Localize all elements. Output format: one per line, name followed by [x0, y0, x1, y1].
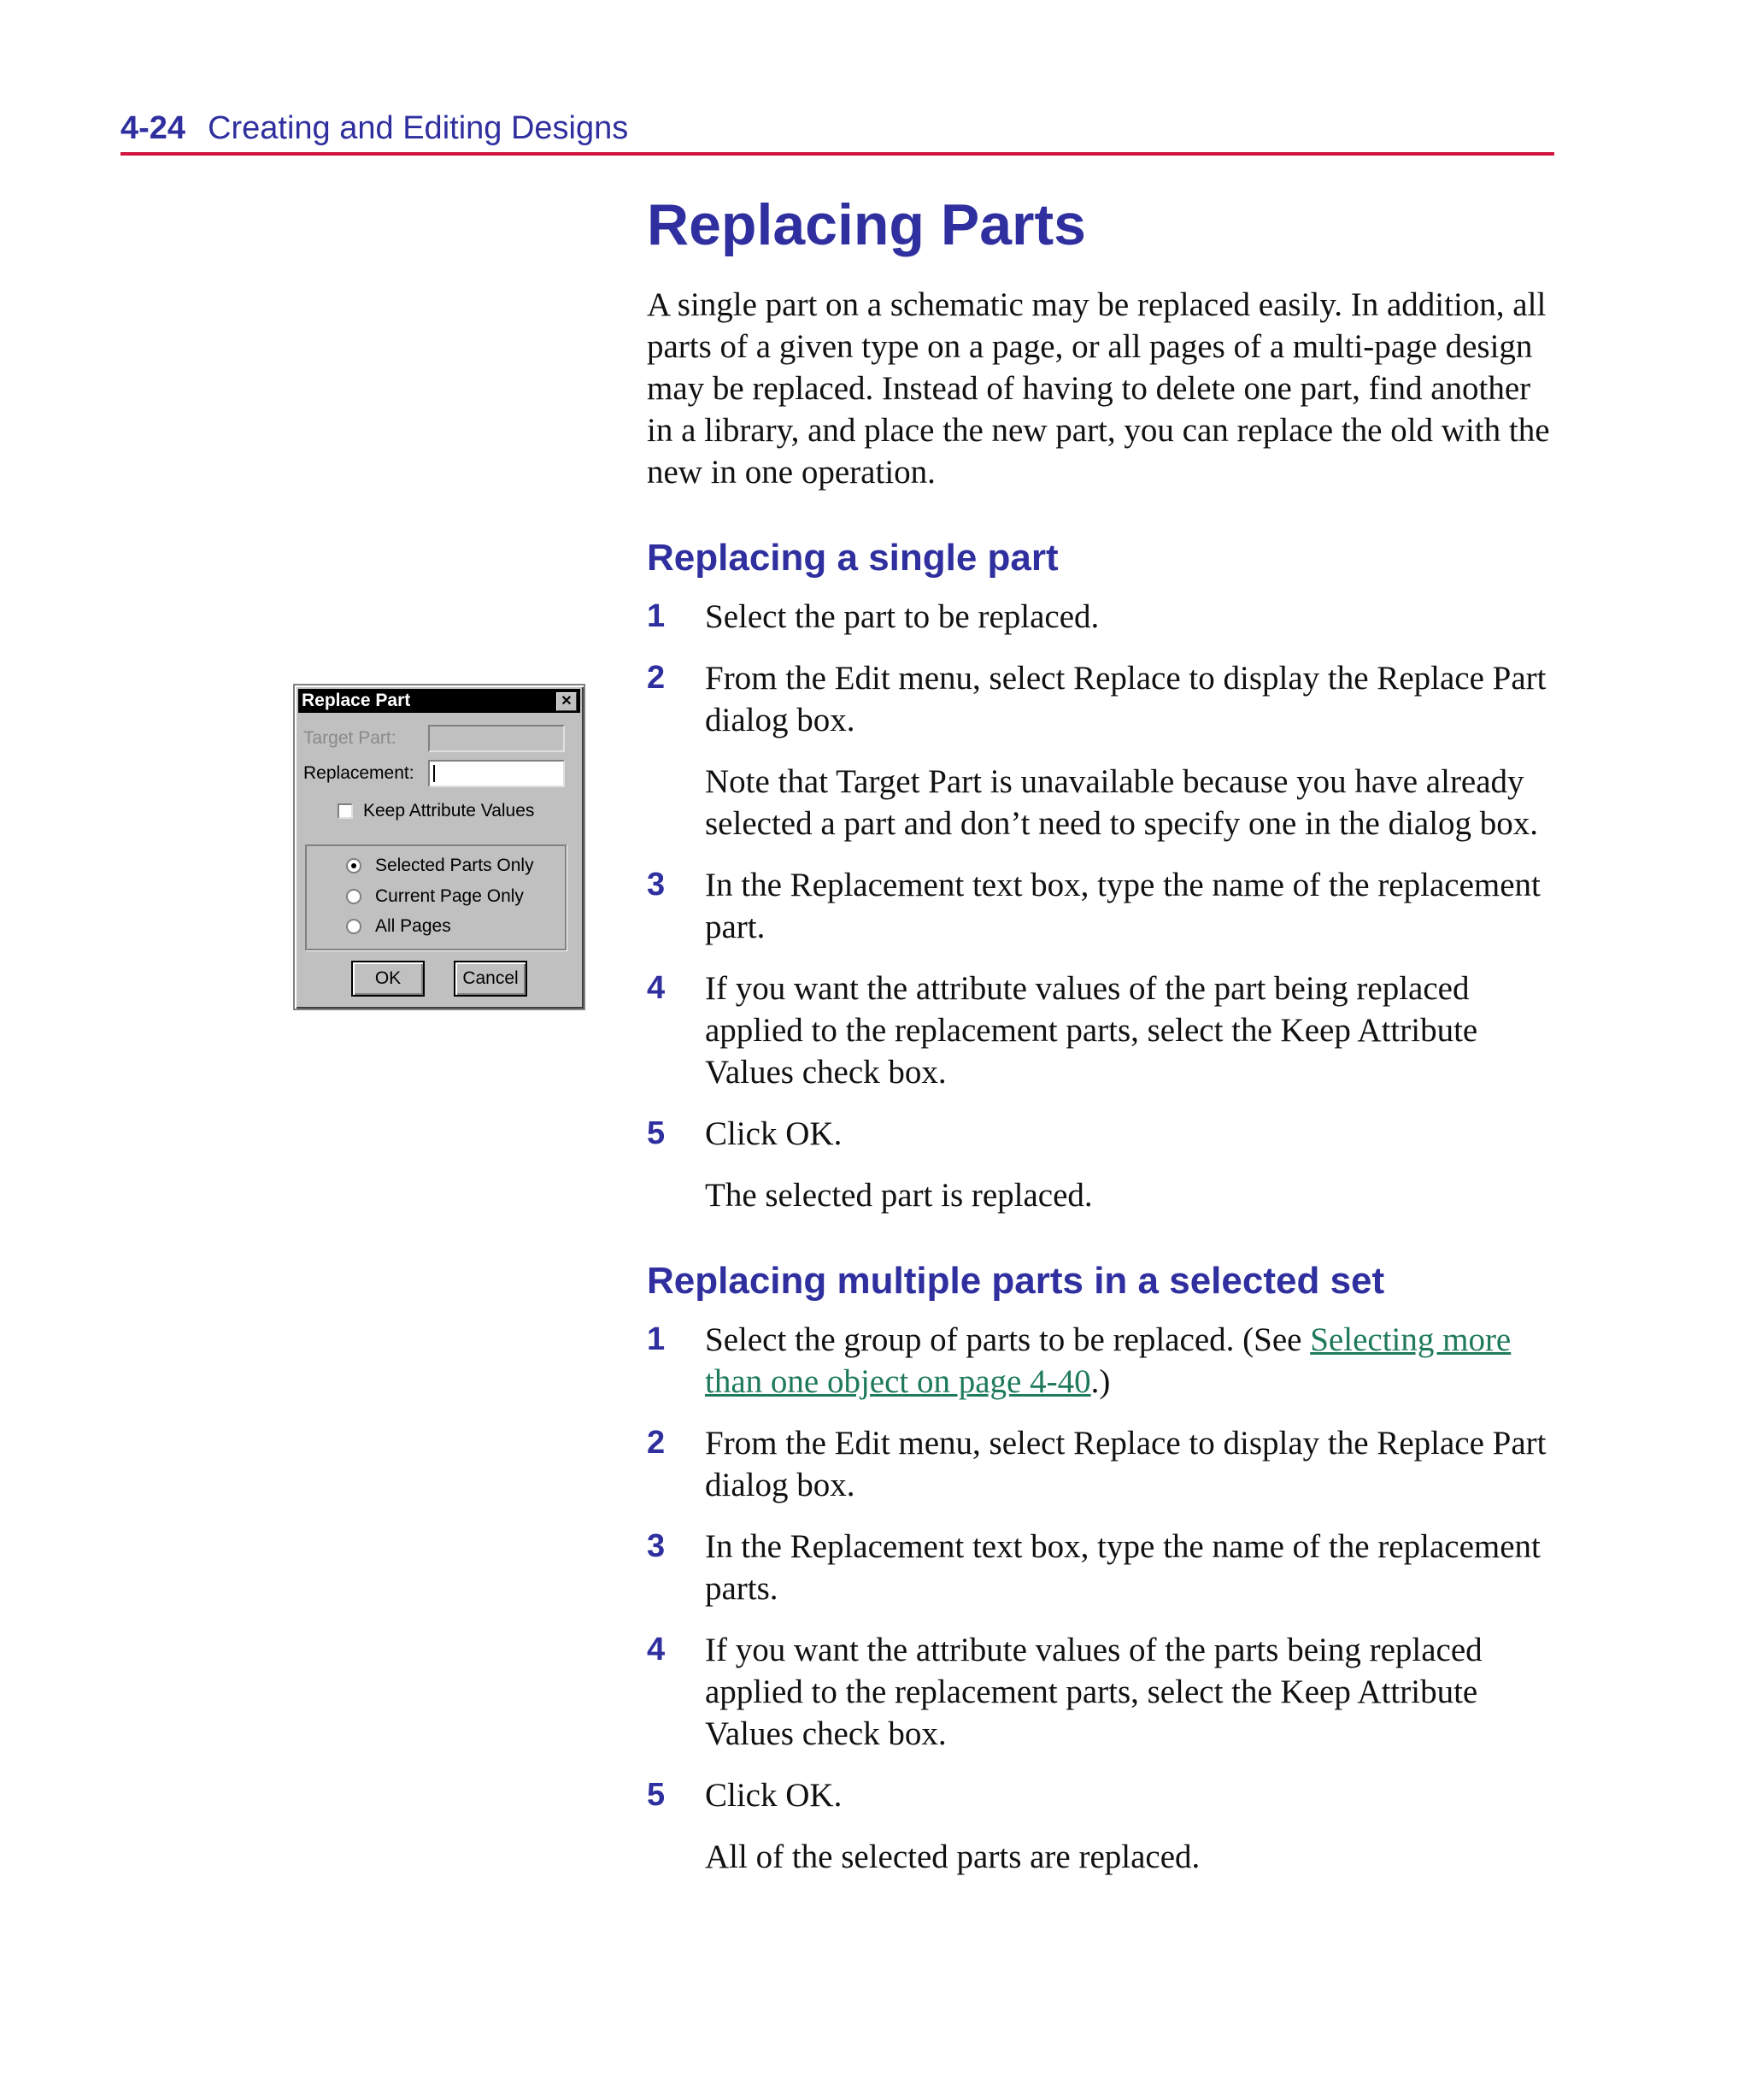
step-text: Click OK. [705, 1777, 843, 1814]
page-number: 4-24 [120, 110, 186, 146]
radio-selected-label: Selected Parts Only [375, 856, 534, 875]
target-part-field [428, 725, 565, 752]
step-text [705, 1319, 1561, 1403]
keep-attribute-checkbox[interactable] [338, 803, 353, 819]
step-number: 3 [647, 1528, 666, 1564]
radio-all-label: All Pages [375, 916, 451, 936]
radio-current-page-only[interactable] [346, 889, 361, 904]
scope-radio-group [305, 844, 567, 950]
replacement-field[interactable] [428, 760, 565, 787]
step-number: 1 [647, 1321, 666, 1357]
keep-attribute-label: Keep Attribute Values [363, 801, 535, 821]
target-part-label: Target Part: [303, 728, 396, 748]
list-item [647, 864, 1561, 948]
ok-button[interactable]: OK [351, 961, 425, 997]
step-note: The selected part is replaced. [705, 1177, 1093, 1214]
step-number: 5 [647, 1777, 666, 1813]
main-content [647, 186, 1561, 1897]
step-text: From the Edit menu, select Replace to display the Replace Part dialog box. [705, 1425, 1547, 1503]
list-item [647, 657, 1561, 844]
step-note: All of the selected parts are replaced. [705, 1838, 1201, 1875]
replace-part-dialog [293, 684, 585, 1010]
cancel-button[interactable]: Cancel [454, 961, 527, 997]
step-number: 4 [647, 1632, 666, 1668]
radio-selected-dot [351, 863, 356, 868]
list-item [647, 968, 1561, 1093]
list-item [647, 1526, 1561, 1609]
list-item [647, 1422, 1561, 1506]
step-text: In the Replacement text box, type the name of the replacement parts. [705, 1528, 1541, 1607]
cross-reference-link[interactable]: Selecting more than one object on page 4-40 [705, 1321, 1512, 1400]
step-text: Click OK. [705, 1115, 843, 1152]
step-text: If you want the attribute values of the part being replaced applied to the replacement parts, select the Keep Attribute Values check box. [705, 970, 1478, 1091]
step-note: Note that Target Part is unavailable because you have already selected a part and don’t need to specify one in the dialog box. [705, 763, 1539, 842]
step-text: If you want the attribute values of the parts being replaced applied to the replacement parts, select the Keep Attribute Values check box. [705, 1632, 1483, 1752]
list-item [647, 1113, 1561, 1216]
step-text-before: Select the group of parts to be replaced. (See [705, 1321, 1311, 1358]
step-text: In the Replacement text box, type the name of the replacement part. [705, 867, 1541, 945]
dialog-title: Replace Part [302, 691, 411, 710]
dialog-title-bar [298, 689, 580, 713]
replacement-label: Replacement: [303, 763, 414, 783]
steps-single [647, 596, 1561, 1216]
radio-all-pages[interactable] [346, 919, 361, 934]
close-icon[interactable]: ✕ [556, 692, 577, 711]
list-item [647, 1319, 1561, 1403]
steps-multiple [647, 1319, 1561, 1878]
step-number: 5 [647, 1115, 666, 1151]
text-caret [433, 765, 435, 782]
step-text: From the Edit menu, select Replace to display the Replace Part dialog box. [705, 660, 1547, 738]
step-number: 3 [647, 867, 666, 903]
step-text: Select the part to be replaced. [705, 598, 1100, 635]
list-item [647, 596, 1561, 638]
list-item [647, 1629, 1561, 1755]
radio-selected-parts-only[interactable] [346, 858, 361, 874]
page-header [120, 106, 1554, 156]
section-heading-single: Replacing a single part [647, 537, 1059, 579]
chapter-title: Creating and Editing Designs [208, 110, 629, 146]
radio-current-label: Current Page Only [375, 886, 524, 906]
step-number: 4 [647, 970, 666, 1006]
step-text-after: .) [1090, 1363, 1111, 1400]
step-number: 1 [647, 598, 666, 634]
list-item [647, 1774, 1561, 1878]
page-title: Replacing Parts [647, 192, 1086, 257]
intro-paragraph: A single part on a schematic may be replaced easily. In addition, all parts of a given type on a page, or all pages of a multi-page design may be replaced. Instead of having to delete one part, find another in a library, and place the new part, you can replace the old with the new in one operation. [647, 286, 1550, 491]
step-number: 2 [647, 660, 666, 696]
step-number: 2 [647, 1425, 666, 1461]
section-heading-multiple: Replacing multiple parts in a selected set [647, 1260, 1385, 1302]
